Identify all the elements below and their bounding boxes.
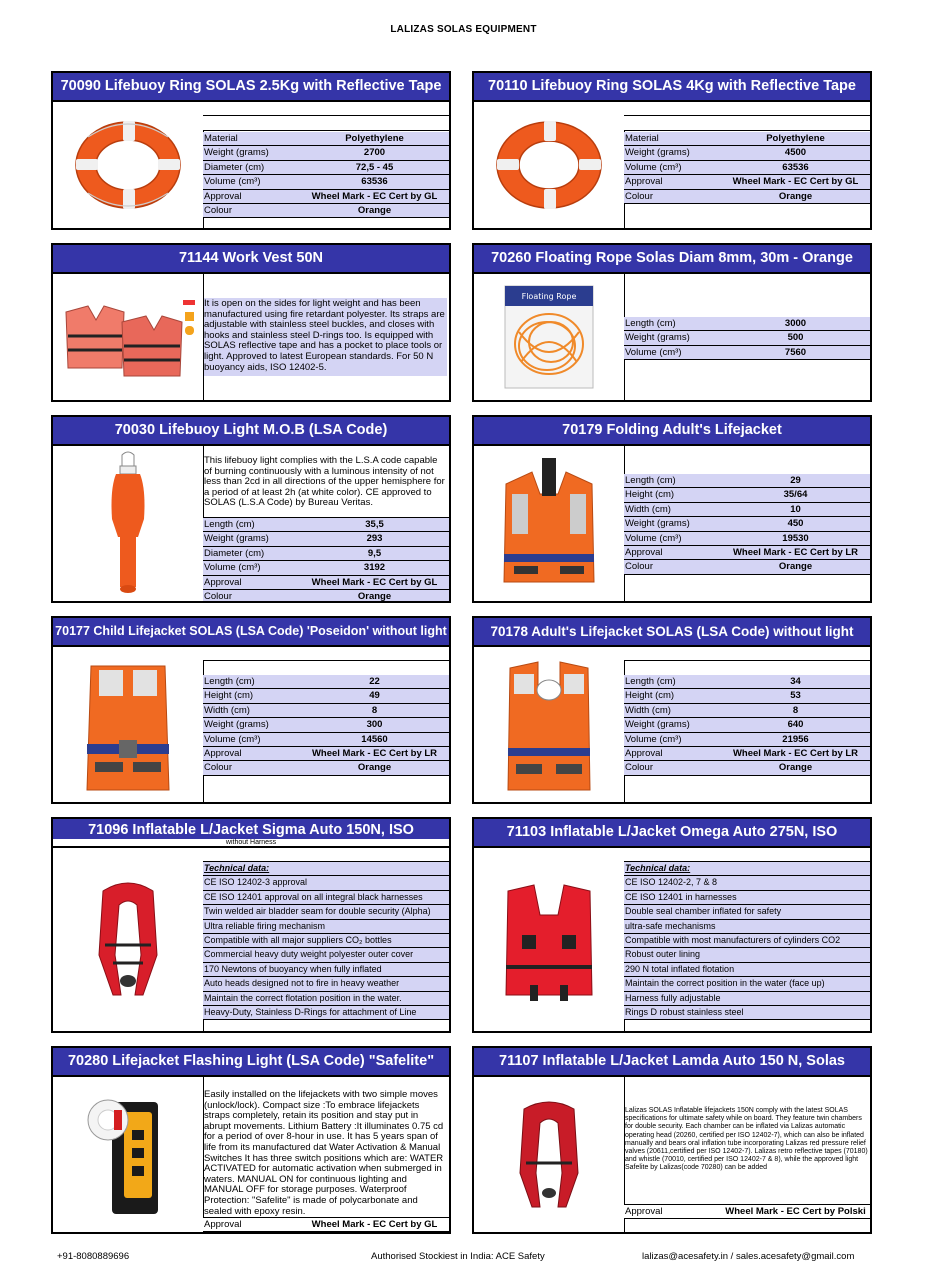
spec-table: [624, 317, 870, 360]
spec-row: Colour Orange: [203, 590, 449, 603]
spec-row: Weight (grams) 500: [624, 331, 870, 345]
spec-row: Length (cm) 22: [203, 675, 449, 689]
spec-row: Volume (cm³) 3192: [203, 561, 449, 575]
spec-row: Approval Wheel Mark - EC Cert by GL: [624, 175, 870, 189]
tech-item: Ultra reliable firing mechanism: [203, 920, 449, 934]
tech-item: Harness fully adjustable: [624, 992, 870, 1006]
spec-row: Approval Wheel Mark - EC Cert by LR: [203, 747, 449, 761]
spec-row: Colour Orange: [624, 761, 870, 775]
tech-item: CE ISO 12402-2, 7 & 8: [624, 876, 870, 890]
tech-item: Robust outer lining: [624, 948, 870, 962]
spec-row: Weight (grams) 300: [203, 718, 449, 732]
spec-row: Height (cm) 49: [203, 689, 449, 703]
lifebuoy-ring-image: [474, 102, 625, 228]
spec-row: Colour Orange: [203, 204, 449, 218]
tech-item: CE ISO 12401 approval on all integral black harnesses: [203, 891, 449, 905]
spec-row: Approval Wheel Mark - EC Cert by GL: [203, 576, 449, 590]
child-lifejacket-image: [53, 647, 204, 802]
product-card-70260: [472, 243, 872, 402]
spec-row: Volume (cm³) 14560: [203, 733, 449, 747]
product-description: Easily installed on the lifejackets with two simple moves (unlock/lock). Compact size :To embrace lifejackets straps completely, retain its position and stay put in abrupt movements. Lithium Battery :It illuminates 0.75 cd for a period of over 8-hour in use. It has 5 years span of life from its manufactured dat Water Activation & Manual Switches It has three switch positions which are: WATER ACTIVATED for automatic activation when submerged in waters. MANUAL ON for continuous lighting and MANUAL OFF for storage purposes. Waterproof Protection: "Safelite" is made of polycarbonate and sealed with epoxy resin.: [204, 1089, 444, 1217]
product-card-70179: [472, 415, 872, 603]
product-card-71144: [51, 243, 451, 402]
spec-table: [203, 1217, 449, 1232]
product-title: 70090 Lifebuoy Ring SOLAS 2.5Kg with Reflective Tape: [53, 73, 449, 102]
product-title: 70280 Lifejacket Flashing Light (LSA Code) "Safelite": [53, 1048, 449, 1077]
lifebuoy-ring-image: [53, 102, 204, 228]
lifebuoy-light-image: [53, 446, 204, 601]
tech-item: 290 N total inflated flotation: [624, 963, 870, 977]
spec-row: Approval Wheel Mark - EC Cert by GL: [203, 190, 449, 204]
inflatable-lifejacket-image: [474, 848, 625, 1031]
spec-table: [203, 675, 449, 776]
spec-table: [624, 1204, 870, 1219]
product-description: Lalizas SOLAS Inflatable lifejackets 150N comply with the latest SOLAS specifications for ultimate safety while on board. They feature twin chambers for double security. Each chamber can be inflated via Lalizas automatic operating head (20260, certified per ISO 12402-7), which can also be inflated manually and bears oral inflation tube incorporating Lalizas red pressure relief valves (20611,certified per ISO 12402-7). Lalizas retro reflective tapes (70180) and whistle (70010, certified per ISO 12402-7 & 8), while the approved light Safelite by Lalizas(code 70280) can be added: [625, 1107, 868, 1172]
spec-row: Width (cm) 8: [203, 704, 449, 718]
spec-table: [624, 675, 870, 776]
work-vest-image: [53, 274, 204, 400]
product-title: 70030 Lifebuoy Light M.O.B (LSA Code): [53, 417, 449, 446]
product-subtitle: without Harness: [53, 839, 449, 847]
tech-item: Double seal chamber inflated for safety: [624, 905, 870, 919]
spec-row: Material Polyethylene: [203, 132, 449, 146]
tech-item: Maintain the correct flotation position in the water.: [203, 992, 449, 1006]
product-title: [53, 819, 449, 848]
inflatable-lifejacket-image: [474, 1077, 625, 1232]
spec-row: Width (cm) 10: [624, 503, 870, 517]
product-title: 71144 Work Vest 50N: [53, 245, 449, 274]
spec-row: Approval Wheel Mark - EC Cert by Polski: [624, 1205, 870, 1219]
spec-row: Volume (cm³) 63536: [203, 175, 449, 189]
spec-table: [203, 132, 449, 218]
product-card-70177: [51, 616, 451, 804]
spec-row: Length (cm) 3000: [624, 317, 870, 331]
spec-row: Volume (cm³) 21956: [624, 733, 870, 747]
product-card-70280: [51, 1046, 451, 1234]
spec-row: Length (cm) 34: [624, 675, 870, 689]
spec-row: Diameter (cm) 72,5 - 45: [203, 161, 449, 175]
product-title: 71103 Inflatable L/Jacket Omega Auto 275N, ISO: [474, 819, 870, 848]
spec-row: Approval Wheel Mark - EC Cert by LR: [624, 546, 870, 560]
tech-list: [624, 862, 870, 1020]
spec-row: Volume (cm³) 19530: [624, 532, 870, 546]
spec-row: Weight (grams) 293: [203, 532, 449, 546]
spec-row: Colour Orange: [624, 560, 870, 574]
tech-item: Rings D robust stainless steel: [624, 1006, 870, 1020]
spec-row: Weight (grams) 450: [624, 517, 870, 531]
tech-item: CE ISO 12402-3 approval: [203, 876, 449, 890]
tech-item: ultra-safe mechanisms: [624, 920, 870, 934]
product-card-71096: [51, 817, 451, 1033]
spec-row: Approval Wheel Mark - EC Cert by GL: [203, 1218, 449, 1232]
spec-row: Height (cm) 53: [624, 689, 870, 703]
spec-row: Weight (grams) 4500: [624, 146, 870, 160]
spec-row: Length (cm) 35,5: [203, 518, 449, 532]
product-card-70030: [51, 415, 451, 603]
spec-row: Diameter (cm) 9,5: [203, 547, 449, 561]
product-description: It is open on the sides for light weight and has been manufactured using fire retardant polyester. Its straps are adjustable with stainless steel buckles, and closes with hooks and stainless steel D-rings too. Is equipped with SOLAS reflective tape and has a pocket to place tools or light. Approved to latest European standards. For 50 N buoyancy aids, ISO 12402-5.: [204, 298, 447, 376]
tech-item: Twin welded air bladder seam for double security (Alpha): [203, 905, 449, 919]
spec-row: Volume (cm³) 63536: [624, 161, 870, 175]
spec-row: Weight (grams) 640: [624, 718, 870, 732]
svg-text:Floating Rope: Floating Rope: [521, 292, 577, 301]
tech-item: Compatible with all major suppliers CO₂ bottles: [203, 934, 449, 948]
tech-list: [203, 862, 449, 1020]
spec-row: Length (cm) 29: [624, 474, 870, 488]
tech-item: Maintain the correct position in the water (face up): [624, 977, 870, 991]
spec-table: [203, 517, 449, 603]
spec-row: Weight (grams) 2700: [203, 146, 449, 160]
folding-lifejacket-image: [474, 446, 625, 601]
spec-row: Colour Orange: [624, 190, 870, 204]
footer-emails: lalizas@acesafety.in / sales.acesafety@gmail.com: [642, 1251, 855, 1262]
footer-phone: +91-8080889696: [57, 1251, 130, 1262]
tech-item: Compatible with most manufacturers of cylinders CO2: [624, 934, 870, 948]
product-title: 70177 Child Lifejacket SOLAS (LSA Code) 'Poseidon' without light: [53, 618, 449, 647]
tech-item: 170 Newtons of buoyancy when fully inflated: [203, 963, 449, 977]
product-title: 70110 Lifebuoy Ring SOLAS 4Kg with Reflective Tape: [474, 73, 870, 102]
product-title: 70178 Adult's Lifejacket SOLAS (LSA Code) without light: [474, 618, 870, 647]
spec-row: Height (cm) 35/64: [624, 488, 870, 502]
product-title: 70179 Folding Adult's Lifejacket: [474, 417, 870, 446]
product-description: This lifebuoy light complies with the L.S.A code capable of burning continuously with a luminous intensity of not less than 2cd in all directions of the upper hemisphere for a period of at least 2h (at white color). CE approved to SOLAS (L.S.A Code) by Bureau Veritas.: [204, 455, 445, 509]
product-card-71103: [472, 817, 872, 1033]
product-card-70090: [51, 71, 451, 230]
spec-row: Material Polyethylene: [624, 132, 870, 146]
flashing-light-image: [53, 1077, 204, 1232]
spec-row: Approval Wheel Mark - EC Cert by LR: [624, 747, 870, 761]
tech-heading: Technical data:: [624, 862, 870, 876]
footer-stockiest: Authorised Stockiest in India: ACE Safety: [371, 1251, 545, 1262]
spec-row: Volume (cm³) 7560: [624, 346, 870, 360]
tech-item: CE ISO 12401 in harnesses: [624, 891, 870, 905]
adult-lifejacket-image: [474, 647, 625, 802]
tech-heading: Technical data:: [203, 862, 449, 876]
product-title-text: 71096 Inflatable L/Jacket Sigma Auto 150N, ISO: [88, 822, 414, 838]
tech-item: Commercial heavy duty weight polyester outer cover: [203, 948, 449, 962]
spec-row: Width (cm) 8: [624, 704, 870, 718]
product-title: 70260 Floating Rope Solas Diam 8mm, 30m - Orange: [474, 245, 870, 274]
floating-rope-image: [474, 274, 625, 400]
product-title: 71107 Inflatable L/Jacket Lamda Auto 150 N, Solas: [474, 1048, 870, 1077]
product-card-70110: [472, 71, 872, 230]
product-card-71107: [472, 1046, 872, 1234]
spec-table: [624, 474, 870, 575]
document-title: LALIZAS SOLAS EQUIPMENT: [390, 24, 537, 35]
tech-item: Auto heads designed not to fire in heavy weather: [203, 977, 449, 991]
product-card-70178: [472, 616, 872, 804]
spec-table: [624, 132, 870, 204]
inflatable-lifejacket-image: [53, 848, 204, 1031]
spec-row: Colour Orange: [203, 761, 449, 775]
tech-item: Heavy-Duty, Stainless D-Rings for attachment of Line: [203, 1006, 449, 1020]
